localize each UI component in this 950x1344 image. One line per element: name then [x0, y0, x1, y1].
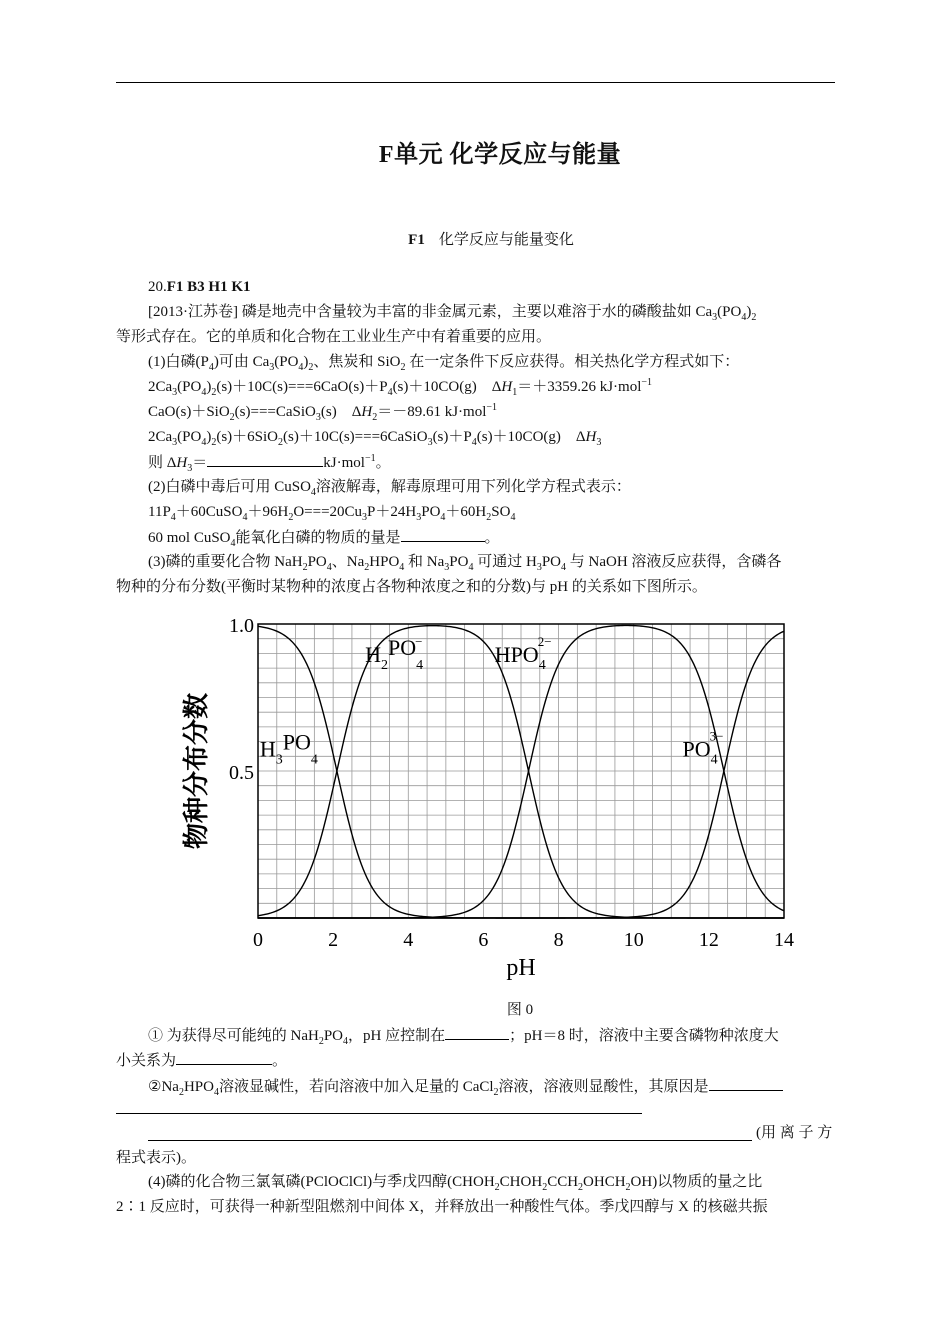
- intro-line-1: [2013·江苏卷] 磷是地壳中含量较为丰富的非金属元素，主要以难溶于水的磷酸盐如 $Ca_3(PO_4)_2$: [148, 304, 757, 323]
- answer-line-b[interactable]: [148, 1140, 752, 1141]
- answer-blank-reason[interactable]: [709, 1076, 783, 1091]
- x-tick-label: 8: [553, 929, 564, 951]
- section-heading: [0, 228, 950, 249]
- x-tick-label: 0: [253, 929, 263, 951]
- series-label-1: $H_2PO_4-$: [365, 634, 424, 674]
- equation-2: CaO(s)＋SiO$_2$(s)===CaSiO$_3$(s) $\Delta H_2=-89.61$ kJ·mol$^{-1}$: [148, 402, 498, 423]
- equation-4: $11P_4+60CuSO_4+96H_2O===20Cu_3P+24H_3PO_4+60H_2SO_4$: [148, 504, 516, 523]
- x-tick-label: 12: [698, 929, 719, 951]
- answer-blank-ph[interactable]: [445, 1025, 509, 1040]
- q4-line-1: (4)磷的化合物三氯氧磷(PClOClCl)与季戊四醇$(CHOH_2CHOH_2CCH_2OHCH_2OH)$以物质的量之比: [148, 1174, 763, 1193]
- answer-blank-order[interactable]: [176, 1050, 272, 1065]
- q2-ask: 60 mol CuSO$_4$能氧化白磷的物质的量是 。: [148, 527, 500, 548]
- subq2-end: 程式表示)。: [116, 1150, 196, 1166]
- y-tick-label: 1.0: [229, 615, 254, 637]
- series-label-2: $HPO_42-$: [494, 634, 552, 674]
- y-tick-labels: [229, 615, 254, 784]
- q2-text: (2)白磷中毒后可用 CuSO$_4$溶液解毒，解毒原理可用下列化学方程式表示：: [148, 479, 631, 498]
- q4-line-2: 2∶1 反应时，可获得一种新型阻燃剂中间体 X，并释放出一种酸性气体。季戊四醇与 X 的核磁共振: [116, 1199, 768, 1215]
- series-label-3: $PO_43-$: [682, 728, 724, 768]
- x-tick-labels: [253, 929, 794, 951]
- series-labels: [260, 634, 724, 767]
- x-axis-label: pH: [506, 955, 536, 981]
- figure-caption: 图 0: [506, 1002, 534, 1018]
- equation-3: $2Ca_3(PO_4)_2(s)+6SiO_2(s)+10C(s)===6CaSiO_3(s)+P_4(s)+10CO(g)$ $\Delta H_3$: [148, 429, 602, 448]
- answer-line-a[interactable]: [116, 1113, 642, 1114]
- answer-line-1: 则 $\Delta H_3= kJ\cdot mol^{-1}$。: [148, 453, 391, 474]
- question-header: 20.F1 B3 H1 K1: [148, 279, 251, 295]
- q3-text-2: 物种的分布分数(平衡时某物种的浓度占各物种浓度之和的分数)与 pH 的关系如下图所示。: [116, 579, 707, 595]
- y-axis-label: 物种分布分数: [182, 692, 212, 850]
- section-title: 化学反应与能量变化: [438, 232, 574, 248]
- section-code: F1: [408, 232, 425, 248]
- y-tick-label: 0.5: [229, 762, 254, 784]
- series-label-0: $H_3PO_4$: [259, 729, 318, 768]
- answer-blank-q2[interactable]: [401, 527, 485, 542]
- subq1-line-2: 小关系为 。: [116, 1050, 287, 1071]
- answer-blank-dh3[interactable]: [207, 452, 323, 467]
- x-tick-label: 4: [403, 929, 414, 951]
- x-tick-label: 2: [328, 929, 339, 951]
- subq2-tail: (用 离 子 方: [756, 1125, 833, 1141]
- top-rule: [116, 82, 835, 83]
- x-tick-label: 6: [478, 929, 489, 951]
- equation-1: $2Ca_3(PO_4)_2(s)+10C(s)===6CaO(s)+P_4(s)+10CO(g)$ $\Delta H_1=+3359.26$ kJ·mol$^{-1}$: [148, 377, 653, 398]
- q3-text: (3)磷的重要化合物 $NaH_2PO_4$、$Na_2HPO_4$ 和 $Na_3PO_4$ 可通过 $H_3PO_4$ 与 NaOH 溶液反应获得，含磷各: [148, 554, 782, 573]
- x-tick-label: 10: [623, 929, 644, 951]
- intro-line-2: 等形式存在。它的单质和化合物在工业业生产中有着重要的应用。: [116, 329, 552, 345]
- page-title: F单元 化学反应与能量: [378, 142, 622, 168]
- subq1-line-1: ① 为获得尽可能纯的 $NaH_2PO_4$，pH 应控制在 ；pH＝8 时，溶液中主要含磷物种浓度大: [148, 1025, 779, 1046]
- distribution-chart: [170, 608, 800, 988]
- x-tick-label: 14: [774, 929, 794, 951]
- subq2-line-1: $②Na_2HPO_4$溶液显碱性，若向溶液中加入足量的 CaCl$_2$溶液，溶液则显酸性，其原因是: [148, 1076, 783, 1097]
- q1-text: (1)白磷$(P_4)$可由 $Ca_3(PO_4)_2$、焦炭和 SiO$_2$ 在一定条件下反应获得。相关热化学方程式如下：: [148, 354, 740, 373]
